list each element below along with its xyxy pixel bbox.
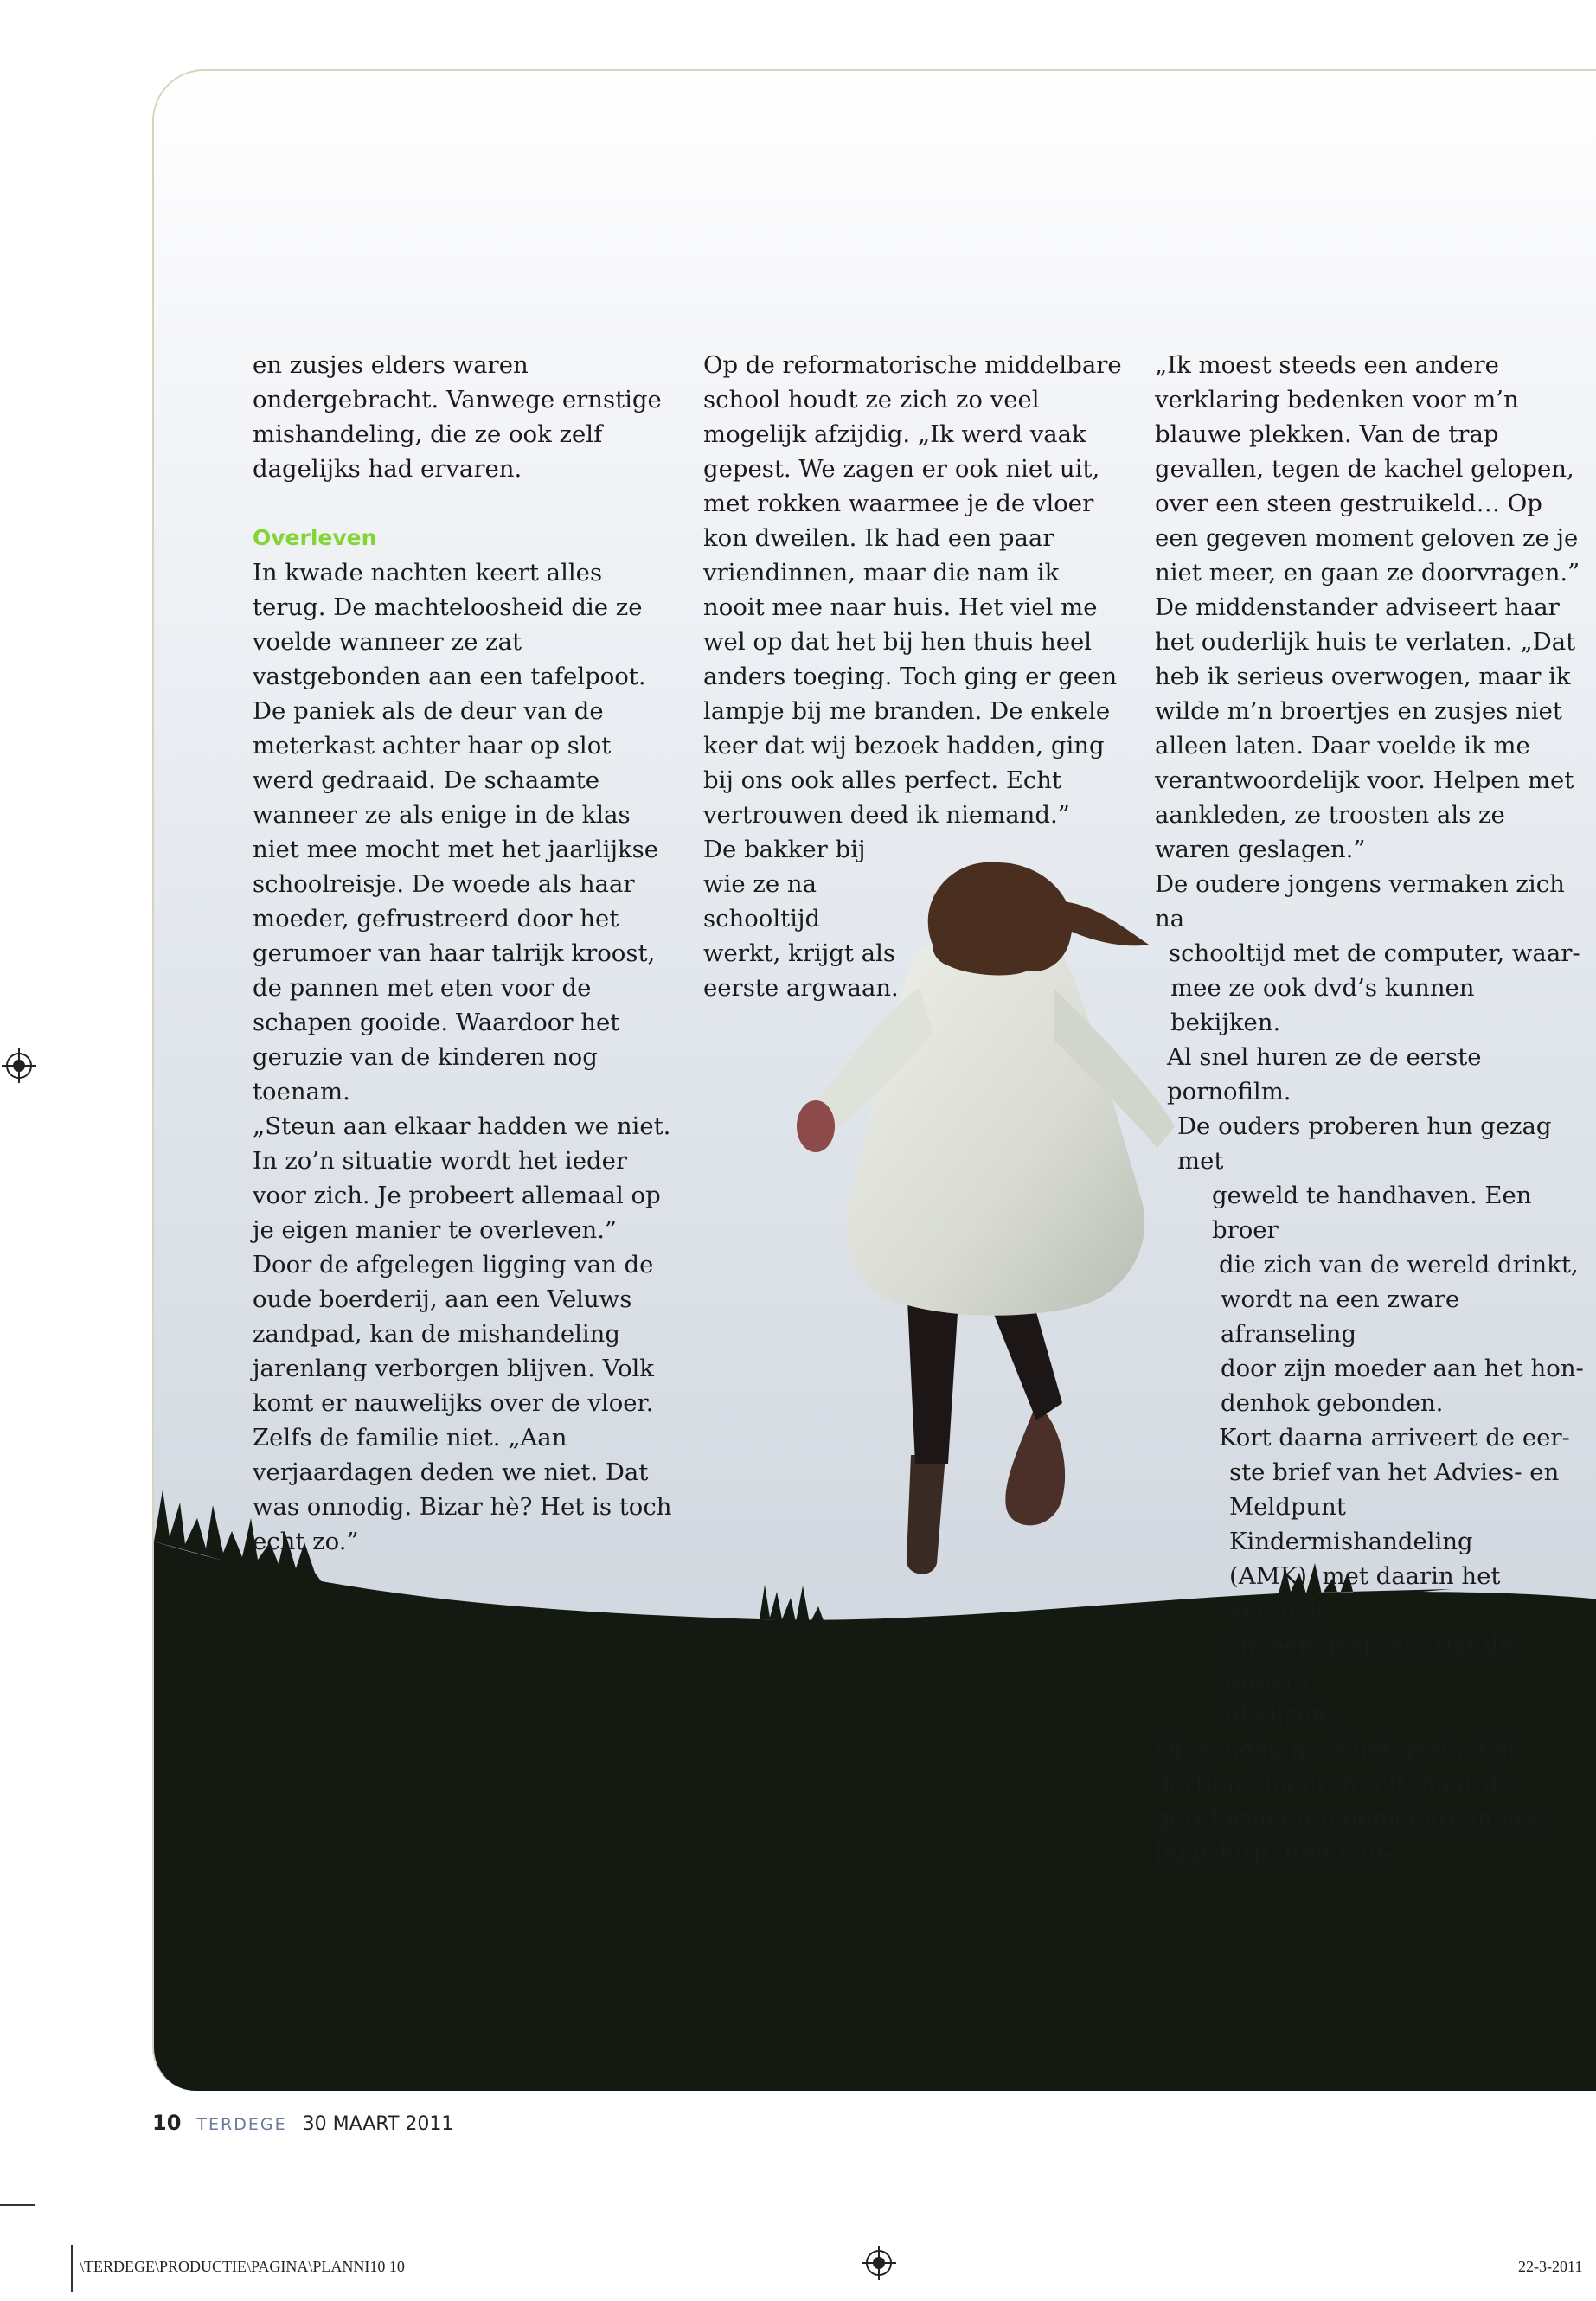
registration-mark-icon	[862, 2246, 896, 2280]
print-slug-date: 22-3-2011	[1518, 2258, 1583, 2275]
text-line: schooltijd met de computer, waar-	[1169, 939, 1580, 967]
text-line: Al snel huren ze de eerste pornofilm.	[1167, 1043, 1482, 1106]
text-line: (AMK), met daarin het verzoek	[1229, 1562, 1501, 1625]
paragraph: Door de afgelegen ligging van de oude boerderij, aan een Veluws zandpad, kan de mishandeling jarenlang verborgen blijven. Volk komt er nauwelijks over de vloer. Zelfs de familie niet. „Aan verjaardagen deden we niet. Dat was onnodig. Bizar hè? Het is toch echt zo.”	[253, 1251, 672, 1555]
paragraph	[1155, 867, 1587, 1420]
text-line: wordt na een zware afranseling	[1221, 1285, 1460, 1348]
paragraph: In kwade nachten keert alles terug. De machteloosheid die ze voelde wanneer ze zat vastgebonden aan een tafelpoot. De paniek als de deur van de meterkast achter haar op slot werd gedraaid. De schaamte wanneer ze als enige in de klas niet mee mocht met het jaarlijkse schoolreisje. De woede als haar moeder, gefrustreerd door het gerumoer van haar talrijk kroost, de pannen met eten voor de schapen gooide. Waardoor het geruzie van de kinderen nog toenam.	[253, 559, 659, 1106]
paragraph	[1155, 1420, 1587, 1732]
text-column-3	[1155, 348, 1587, 1870]
paragraph: De middenstander adviseert haar het ouderlijk huis te verlaten. „Dat heb ik serieus overwogen, maar ik wilde m’n broertjes en zusjes niet alleen laten. Daar voelde ik me verantwoordelijk voor. Helpen met aankleden, ze troosten als ze waren geslagen.”	[1155, 593, 1576, 863]
paragraph: „Steun aan elkaar hadden we niet. In zo’n situatie wordt het ieder voor zich. Je probeert allemaal op je eigen manier te overleven.”	[253, 1112, 671, 1244]
paragraph: „Ik moest steeds een andere verklaring bedenken voor m’n blauwe plekken. Van de trap gevallen, tegen de kachel gelopen, over een steen gestruikeld… Op een gegeven moment geloven ze je niet meer, en gaan ze doorvragen.”	[1155, 351, 1580, 586]
crop-mark	[71, 2245, 73, 2292]
page-footer	[152, 2111, 453, 2135]
text-line: Meldpunt Kindermishandeling	[1229, 1493, 1473, 1555]
crop-mark	[0, 2204, 35, 2206]
text-line: die zich van de wereld drinkt,	[1219, 1251, 1579, 1279]
print-slug-path: \TERDEGE\PRODUCTIE\PAGINA\PLANNI10 10	[80, 2258, 405, 2275]
subheading: Overleven	[253, 525, 377, 550]
text-line: De ouders proberen hun gezag met	[1177, 1112, 1552, 1175]
text-line: De oudere jongens vermaken zich na	[1155, 870, 1565, 933]
paragraph: Op de reformatorische middelbare school houdt ze zich zo veel mogelijk afzijdig. „Ik werd vaak gepest. We zagen er ook niet uit, met rokken waarmee je de vloer kon dweilen. Ik had een paar vriendinnen, maar die nam ik nooit mee naar huis. Het viel me wel op dat het bij hen thuis heel anders toeging. Toch ging er geen lampje bij me branden. De enkele keer dat wij bezoek hadden, ging bij ons ook alles perfect. Echt vertrouwen deed ik niemand.”	[703, 351, 1122, 829]
magazine-name: TERDEGE	[196, 2115, 287, 2134]
text-line: om een gesprek. Dat de ouders	[1226, 1631, 1513, 1694]
text-line: Kort daarna arriveert de eer-	[1219, 1424, 1570, 1452]
text-line: door zijn moeder aan het hon-	[1221, 1355, 1584, 1382]
text-column-1	[253, 348, 676, 1559]
paragraph: Op zondag gaat het gezin, dat dertien kinderen telt, naar de gereformeerde gemeente in het buurdorp. Een half-	[1155, 1735, 1540, 1867]
text-line: denhok gebonden.	[1221, 1389, 1444, 1417]
issue-date: 30 MAART 2011	[302, 2113, 454, 2135]
text-line: afwijzen.	[1226, 1701, 1334, 1728]
paragraph: en zusjes elders waren ondergebracht. Vanwege ernstige mishandeling, die ze ook zelf dagelijks had ervaren.	[253, 351, 662, 483]
text-column-2	[703, 348, 1127, 1005]
text-line: mee ze ook dvd’s kunnen bekijken.	[1170, 974, 1475, 1036]
paragraph: De bakker bij wie ze na schooltijd werkt, krijgt als eerste argwaan.	[703, 836, 899, 1002]
text-line: geweld te handhaven. Een broer	[1212, 1182, 1532, 1244]
page-number: 10	[152, 2111, 182, 2135]
text-line: ste brief van het Advies- en	[1229, 1458, 1560, 1486]
registration-mark-icon	[2, 1048, 36, 1083]
